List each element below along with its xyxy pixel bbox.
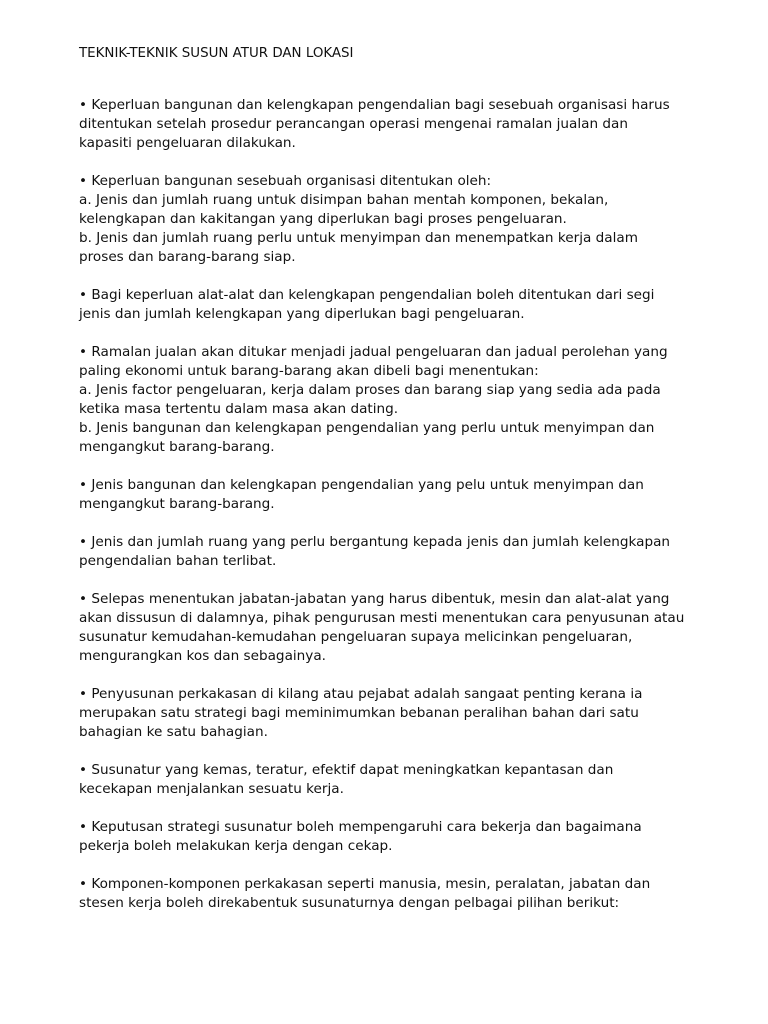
text-line: a. Jenis dan jumlah ruang untuk disimpan bahan mentah komponen, bekalan, (79, 192, 609, 208)
text-line: • Selepas menentukan jabatan-jabatan yang harus dibentuk, mesin dan alat-alat yang (79, 591, 670, 607)
text-line: b. Jenis bangunan dan kelengkapan pengendalian yang perlu untuk menyimpan dan (79, 420, 655, 436)
text-line: • Keperluan bangunan dan kelengkapan pengendalian bagi sesebuah organisasi harus (79, 97, 670, 113)
text-line: pengendalian bahan terlibat. (79, 553, 277, 569)
text-line: • Susunatur yang kemas, teratur, efektif dapat meningkatkan kepantasan dan (79, 762, 614, 778)
text-line: kelengkapan dan kakitangan yang diperlukan bagi proses pengeluaran. (79, 211, 567, 227)
text-line: • Jenis dan jumlah ruang yang perlu bergantung kepada jenis dan jumlah kelengkapan (79, 534, 671, 550)
text-line: jenis dan jumlah kelengkapan yang diperlukan bagi pengeluaran. (79, 306, 525, 322)
text-line: paling ekonomi untuk barang-barang akan dibeli bagi menentukan: (79, 363, 539, 379)
text-line: • Komponen-komponen perkakasan seperti manusia, mesin, peralatan, jabatan dan (79, 876, 651, 892)
text-line: akan dissusun di dalamnya, pihak pengurusan mesti menentukan cara penyusunan atau (79, 610, 685, 626)
text-line: bahagian ke satu bahagian. (79, 724, 268, 740)
text-line: merupakan satu strategi bagi meminimumkan bebanan peralihan bahan dari satu (79, 705, 639, 721)
text-line: • Keputusan strategi susunatur boleh mempengaruhi cara bekerja dan bagaimana (79, 819, 642, 835)
text-line: pekerja boleh melakukan kerja dengan cekap. (79, 838, 393, 854)
text-line: kecekapan menjalankan sesuatu kerja. (79, 781, 344, 797)
text-line: mengangkut barang-barang. (79, 496, 275, 512)
text-line: • Keperluan bangunan sesebuah organisasi ditentukan oleh: (79, 173, 492, 189)
text-line: kapasiti pengeluaran dilakukan. (79, 135, 296, 151)
text-line: • Jenis bangunan dan kelengkapan pengendalian yang pelu untuk menyimpan dan (79, 477, 644, 493)
text-line: • Ramalan jualan akan ditukar menjadi jadual pengeluaran dan jadual perolehan yang (79, 344, 668, 360)
text-line: b. Jenis dan jumlah ruang perlu untuk menyimpan dan menempatkan kerja dalam (79, 230, 638, 246)
document-title: TEKNIK-TEKNIK SUSUN ATUR DAN LOKASI (79, 46, 354, 61)
text-line: susunatur kemudahan-kemudahan pengeluaran supaya melicinkan pengeluaran, (79, 629, 633, 645)
text-line: mengangkut barang-barang. (79, 439, 275, 455)
text-line: mengurangkan kos dan sebagainya. (79, 648, 326, 664)
text-line: • Bagi keperluan alat-alat dan kelengkapan pengendalian boleh ditentukan dari segi (79, 287, 655, 303)
text-line: • Penyusunan perkakasan di kilang atau pejabat adalah sangaat penting kerana ia (79, 686, 643, 702)
text-line: ketika masa tertentu dalam masa akan dating. (79, 401, 399, 417)
text-line: stesen kerja boleh direkabentuk susunaturnya dengan pelbagai pilihan berikut: (79, 895, 620, 911)
text-line: a. Jenis factor pengeluaran, kerja dalam proses dan barang siap yang sedia ada pada (79, 382, 661, 398)
text-line: ditentukan setelah prosedur perancangan operasi mengenai ramalan jualan dan (79, 116, 628, 132)
text-line: proses dan barang-barang siap. (79, 249, 296, 265)
